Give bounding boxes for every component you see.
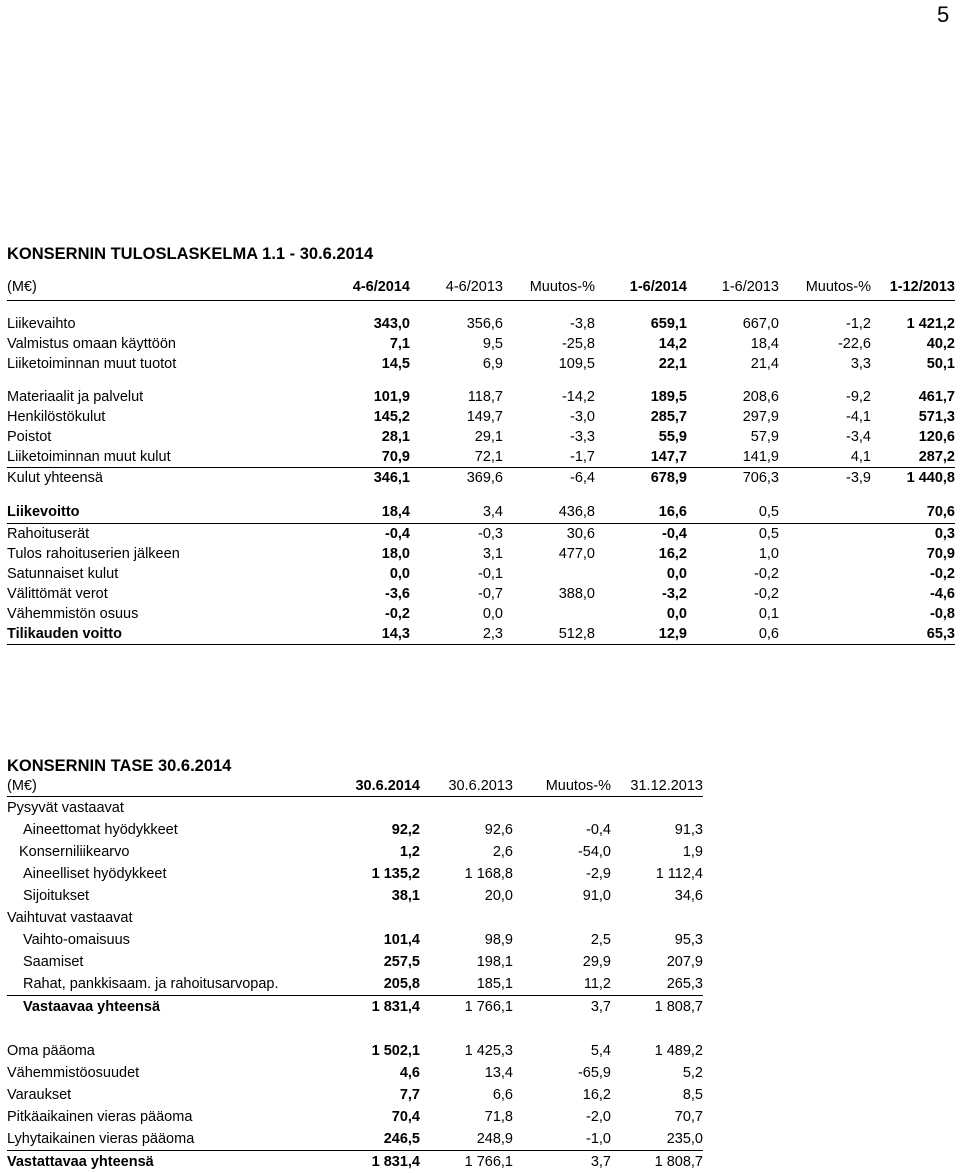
row-value: -2,9 (513, 863, 611, 885)
row-value (779, 604, 871, 624)
row-value: 1,2 (307, 841, 420, 863)
row-value: 22,1 (595, 354, 687, 374)
income-row (7, 407, 955, 427)
row-value: 1 421,2 (871, 314, 955, 334)
row-value: 70,6 (871, 501, 955, 524)
balance-row (7, 996, 703, 1019)
balance-group-heading (7, 907, 703, 929)
income-row (7, 314, 955, 334)
income-row (7, 387, 955, 407)
row-value: 346,1 (317, 468, 410, 489)
row-value: 1,9 (611, 841, 703, 863)
row-label: Välittömät verot (7, 584, 317, 604)
row-value (779, 501, 871, 524)
row-value: 189,5 (595, 387, 687, 407)
row-value: 2,6 (420, 841, 513, 863)
row-value: 14,5 (317, 354, 410, 374)
row-value: 3,3 (779, 354, 871, 374)
row-label: Rahoituserät (7, 524, 317, 545)
row-value: 149,7 (410, 407, 503, 427)
row-value: 120,6 (871, 427, 955, 447)
header-col: 1-6/2013 (687, 274, 779, 301)
row-value: -0,4 (317, 524, 410, 545)
row-value: -25,8 (503, 334, 595, 354)
row-value: 4,1 (779, 447, 871, 468)
row-value: -54,0 (513, 841, 611, 863)
income-row (7, 584, 955, 604)
row-value: -3,2 (595, 584, 687, 604)
row-value: 16,2 (513, 1084, 611, 1106)
row-label: Henkilöstökulut (7, 407, 317, 427)
row-value: 38,1 (307, 885, 420, 907)
row-value: 0,5 (687, 524, 779, 545)
row-label: Vähemmistön osuus (7, 604, 317, 624)
balance-row (7, 973, 703, 996)
income-row (7, 447, 955, 468)
row-value: 287,2 (871, 447, 955, 468)
row-value: 95,3 (611, 929, 703, 951)
balance-sheet-title: KONSERNIN TASE 30.6.2014 (7, 757, 231, 776)
row-value (420, 797, 513, 820)
row-value: 343,0 (317, 314, 410, 334)
row-label: Liikevaihto (7, 314, 317, 334)
income-row (7, 468, 955, 489)
row-value: 265,3 (611, 973, 703, 996)
row-label: Tulos rahoituserien jälkeen (7, 544, 317, 564)
row-value: 18,4 (317, 501, 410, 524)
row-value (307, 797, 420, 820)
row-value: 185,1 (420, 973, 513, 996)
row-label: Kulut yhteensä (7, 468, 317, 489)
row-value: 667,0 (687, 314, 779, 334)
row-label: Tilikauden voitto (7, 624, 317, 645)
row-value: 477,0 (503, 544, 595, 564)
row-value: 70,9 (871, 544, 955, 564)
income-row (7, 524, 955, 545)
balance-row (7, 863, 703, 885)
row-value: -3,0 (503, 407, 595, 427)
row-value: -14,2 (503, 387, 595, 407)
page-number: 5 (937, 2, 949, 28)
row-value: -22,6 (779, 334, 871, 354)
row-value: 3,1 (410, 544, 503, 564)
row-value: -0,2 (687, 584, 779, 604)
row-value: 5,2 (611, 1062, 703, 1084)
row-value: 65,3 (871, 624, 955, 645)
income-row (7, 544, 955, 564)
income-row (7, 564, 955, 584)
income-header-row (7, 274, 955, 301)
row-value: -0,2 (871, 564, 955, 584)
row-value: 0,0 (317, 564, 410, 584)
row-value: 1 808,7 (611, 1151, 703, 1173)
header-col: 30.6.2013 (420, 776, 513, 797)
row-value: 0,0 (595, 604, 687, 624)
row-value (611, 907, 703, 929)
header-unit: (M€) (7, 776, 307, 797)
income-row (7, 604, 955, 624)
row-value: 11,2 (513, 973, 611, 996)
balance-row (7, 819, 703, 841)
row-value: 71,8 (420, 1106, 513, 1128)
row-value: 659,1 (595, 314, 687, 334)
row-value: 248,9 (420, 1128, 513, 1151)
row-value: 1 135,2 (307, 863, 420, 885)
row-value: 1 831,4 (307, 996, 420, 1019)
income-row (7, 354, 955, 374)
row-value: 297,9 (687, 407, 779, 427)
row-value: 70,7 (611, 1106, 703, 1128)
row-value: 70,4 (307, 1106, 420, 1128)
row-label: Materiaalit ja palvelut (7, 387, 317, 407)
row-label: Lyhytaikainen vieras pääoma (7, 1128, 307, 1151)
header-col: Muutos-% (513, 776, 611, 797)
row-value: 0,0 (410, 604, 503, 624)
row-value: 1 808,7 (611, 996, 703, 1019)
row-value (307, 907, 420, 929)
header-col: 4-6/2013 (410, 274, 503, 301)
row-value: 1 766,1 (420, 996, 513, 1019)
row-value: 147,7 (595, 447, 687, 468)
row-label: Vaihtuvat vastaavat (7, 907, 307, 929)
row-value: 205,8 (307, 973, 420, 996)
row-label: Vastattavaa yhteensä (7, 1151, 307, 1173)
row-value: 18,4 (687, 334, 779, 354)
row-value: 145,2 (317, 407, 410, 427)
header-col: 31.12.2013 (611, 776, 703, 797)
row-value: -0,2 (317, 604, 410, 624)
row-value: 109,5 (503, 354, 595, 374)
header-col: 1-6/2014 (595, 274, 687, 301)
row-value: 21,4 (687, 354, 779, 374)
income-statement-table (7, 274, 955, 645)
row-label: Oma pääoma (7, 1040, 307, 1062)
row-value: 1 766,1 (420, 1151, 513, 1173)
row-value: 1 831,4 (307, 1151, 420, 1173)
header-col: Muutos-% (779, 274, 871, 301)
row-label: Saamiset (7, 951, 307, 973)
row-value: -65,9 (513, 1062, 611, 1084)
income-row (7, 501, 955, 524)
row-value: 13,4 (420, 1062, 513, 1084)
row-value: 20,0 (420, 885, 513, 907)
row-value: -1,0 (513, 1128, 611, 1151)
row-value: 14,2 (595, 334, 687, 354)
row-value: 72,1 (410, 447, 503, 468)
row-value: 40,2 (871, 334, 955, 354)
row-value: 0,3 (871, 524, 955, 545)
row-value: 461,7 (871, 387, 955, 407)
row-value: 369,6 (410, 468, 503, 489)
row-value (420, 907, 513, 929)
balance-row (7, 1128, 703, 1151)
row-value: -0,3 (410, 524, 503, 545)
row-value: 8,5 (611, 1084, 703, 1106)
row-value: -2,0 (513, 1106, 611, 1128)
row-value: 208,6 (687, 387, 779, 407)
row-value: 257,5 (307, 951, 420, 973)
row-value (779, 524, 871, 545)
balance-row (7, 841, 703, 863)
row-value: -9,2 (779, 387, 871, 407)
row-label: Liikevoitto (7, 501, 317, 524)
row-value: 1 489,2 (611, 1040, 703, 1062)
row-value: 91,3 (611, 819, 703, 841)
row-label: Varaukset (7, 1084, 307, 1106)
row-value: 18,0 (317, 544, 410, 564)
row-value: 141,9 (687, 447, 779, 468)
row-value: 285,7 (595, 407, 687, 427)
row-value: 9,5 (410, 334, 503, 354)
row-label: Liiketoiminnan muut kulut (7, 447, 317, 468)
balance-header-row (7, 776, 703, 797)
balance-row (7, 1084, 703, 1106)
row-value: 70,9 (317, 447, 410, 468)
row-label: Vähemmistöosuudet (7, 1062, 307, 1084)
row-value: 101,4 (307, 929, 420, 951)
row-value: 30,6 (503, 524, 595, 545)
row-value (513, 797, 611, 820)
row-value: -0,1 (410, 564, 503, 584)
income-statement-title: KONSERNIN TULOSLASKELMA 1.1 - 30.6.2014 (7, 245, 373, 264)
row-value: 50,1 (871, 354, 955, 374)
row-value: 16,6 (595, 501, 687, 524)
row-value: -4,6 (871, 584, 955, 604)
row-value: -0,7 (410, 584, 503, 604)
row-value: 198,1 (420, 951, 513, 973)
row-value: 2,5 (513, 929, 611, 951)
row-value: 3,7 (513, 996, 611, 1019)
row-value: 6,9 (410, 354, 503, 374)
row-label: Liiketoiminnan muut tuotot (7, 354, 317, 374)
balance-row (7, 1151, 703, 1173)
header-col: 4-6/2014 (317, 274, 410, 301)
row-value: 55,9 (595, 427, 687, 447)
header-col: 1-12/2013 (871, 274, 955, 301)
row-label: Aineettomat hyödykkeet (7, 819, 307, 841)
row-value: 34,6 (611, 885, 703, 907)
row-value: 3,7 (513, 1151, 611, 1173)
row-value: -3,6 (317, 584, 410, 604)
row-label: Pitkäaikainen vieras pääoma (7, 1106, 307, 1128)
income-row (7, 334, 955, 354)
row-value: 388,0 (503, 584, 595, 604)
row-value: 678,9 (595, 468, 687, 489)
balance-row (7, 951, 703, 973)
row-value: 246,5 (307, 1128, 420, 1151)
income-row (7, 624, 955, 645)
row-value: 235,0 (611, 1128, 703, 1151)
row-label: Vastaavaa yhteensä (7, 996, 307, 1019)
row-value: 571,3 (871, 407, 955, 427)
row-value: 7,1 (317, 334, 410, 354)
row-value (611, 797, 703, 820)
row-value: 207,9 (611, 951, 703, 973)
header-unit: (M€) (7, 274, 317, 301)
row-label: Satunnaiset kulut (7, 564, 317, 584)
row-value: -4,1 (779, 407, 871, 427)
row-value: 92,6 (420, 819, 513, 841)
header-col: 30.6.2014 (307, 776, 420, 797)
balance-sheet-table (7, 776, 703, 1173)
row-value: 12,9 (595, 624, 687, 645)
balance-row (7, 929, 703, 951)
row-value: -0,8 (871, 604, 955, 624)
row-value: 356,6 (410, 314, 503, 334)
row-value: 29,1 (410, 427, 503, 447)
row-value: 0,1 (687, 604, 779, 624)
row-value: 7,7 (307, 1084, 420, 1106)
row-label: Valmistus omaan käyttöön (7, 334, 317, 354)
row-value (779, 544, 871, 564)
row-value: 1 440,8 (871, 468, 955, 489)
row-value: -3,3 (503, 427, 595, 447)
row-value: 0,0 (595, 564, 687, 584)
row-value (779, 584, 871, 604)
row-value (513, 907, 611, 929)
row-value (779, 624, 871, 645)
row-value: 1 425,3 (420, 1040, 513, 1062)
income-row (7, 427, 955, 447)
row-value (503, 564, 595, 584)
balance-row (7, 1106, 703, 1128)
row-value: 5,4 (513, 1040, 611, 1062)
row-value: -3,4 (779, 427, 871, 447)
row-value: -6,4 (503, 468, 595, 489)
row-value: 1,0 (687, 544, 779, 564)
row-value: -3,9 (779, 468, 871, 489)
row-value: 4,6 (307, 1062, 420, 1084)
balance-row (7, 1040, 703, 1062)
row-value: 1 112,4 (611, 863, 703, 885)
row-value: 92,2 (307, 819, 420, 841)
row-value: 57,9 (687, 427, 779, 447)
balance-group-heading (7, 797, 703, 820)
row-value (779, 564, 871, 584)
row-value: 3,4 (410, 501, 503, 524)
row-value: 1 168,8 (420, 863, 513, 885)
row-value: 14,3 (317, 624, 410, 645)
row-value: 6,6 (420, 1084, 513, 1106)
header-col: Muutos-% (503, 274, 595, 301)
row-value: 2,3 (410, 624, 503, 645)
row-value: 101,9 (317, 387, 410, 407)
row-value: 1 502,1 (307, 1040, 420, 1062)
row-value: 91,0 (513, 885, 611, 907)
row-value: -1,2 (779, 314, 871, 334)
row-value: 118,7 (410, 387, 503, 407)
row-value: 98,9 (420, 929, 513, 951)
balance-row (7, 1062, 703, 1084)
row-label: Pysyvät vastaavat (7, 797, 307, 820)
row-value: 512,8 (503, 624, 595, 645)
balance-row (7, 885, 703, 907)
row-label: Rahat, pankkisaam. ja rahoitusarvopap. (7, 973, 307, 996)
row-value: 706,3 (687, 468, 779, 489)
row-value: 16,2 (595, 544, 687, 564)
row-label: Aineelliset hyödykkeet (7, 863, 307, 885)
row-label: Sijoitukset (7, 885, 307, 907)
row-value: -3,8 (503, 314, 595, 334)
row-value: 28,1 (317, 427, 410, 447)
row-value: 0,5 (687, 501, 779, 524)
row-label: Poistot (7, 427, 317, 447)
row-value: 0,6 (687, 624, 779, 645)
row-value: -1,7 (503, 447, 595, 468)
row-label: Konserniliikearvo (7, 841, 307, 863)
row-value: -0,2 (687, 564, 779, 584)
row-value (503, 604, 595, 624)
row-value: 436,8 (503, 501, 595, 524)
row-value: 29,9 (513, 951, 611, 973)
row-value: -0,4 (595, 524, 687, 545)
row-value: -0,4 (513, 819, 611, 841)
row-label: Vaihto-omaisuus (7, 929, 307, 951)
